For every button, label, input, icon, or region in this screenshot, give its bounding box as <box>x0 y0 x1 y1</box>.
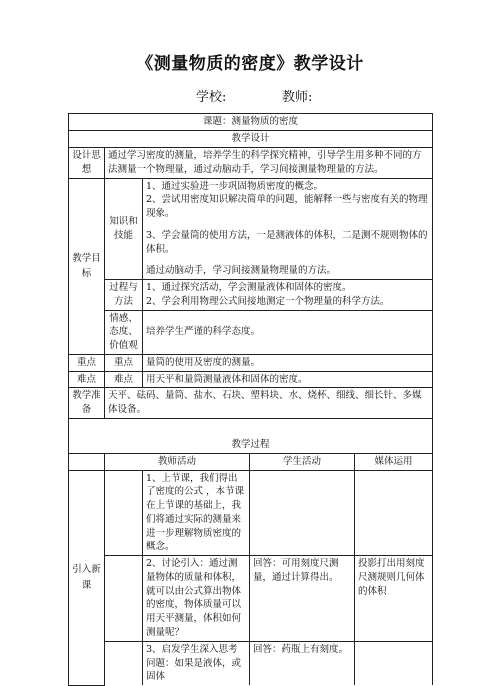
emotion-text: 培养学生严谨的科学态度。 <box>143 310 433 354</box>
difficulty-sub: 难点 <box>105 371 143 388</box>
student-activity-2: 回答：可用刻度尺测量，通过计算得出。 <box>250 556 355 642</box>
goals-label: 教学目标 <box>69 178 105 354</box>
teacher-activity-1: 1、上节课，我们得出了密度的公式 ，本节课在上节课的基础上，我们将通过实际的测量来进一步理解物质密度的概念。 <box>143 470 250 556</box>
process-item: 2、学会利用物理公式间接地测定一个物理量的科学方法。 <box>146 295 390 307</box>
teacher-activity-3: 3、启发学生深入思考问题：如果是液体，或固体 <box>143 641 250 685</box>
column-teacher-activity: 教师活动 <box>105 453 250 470</box>
preparation-label: 教学准备 <box>69 388 105 419</box>
preparation-text: 天平、砝码、量筒、盐水、石块、塑料块、水、烧杯、细线、细长针、多媒体设备。 <box>105 388 433 419</box>
design-idea-text: 通过学习密度的测量，培养学生的科学探究精神，引导学生用多种不同的方法测量一个物理量，通过动脑动手，学习间接测量物理量的方法。 <box>105 147 433 178</box>
design-idea-label: 设计思想 <box>69 147 105 178</box>
emotion-label: 情感、态度、价值观 <box>105 310 143 354</box>
difficulty-label: 难点 <box>69 371 105 388</box>
student-activity-3: 回答：药瓶上有刻度。 <box>250 641 355 685</box>
process-method-content <box>143 280 433 311</box>
column-media-use: 媒体运用 <box>355 453 433 470</box>
key-point-sub: 重点 <box>105 354 143 371</box>
process-item: 1、通过探究活动，学会测量液体和固体的密度。 <box>146 282 352 294</box>
school-label: 学校: <box>196 90 227 105</box>
lesson-plan-table <box>68 113 433 686</box>
difficulty-text: 用天平和量筒测量液体和固体的密度。 <box>143 371 433 388</box>
knowledge-item: 1、通过实验进一步巩固物质密度的概念。 <box>146 180 324 192</box>
teacher-activity-2: 2、讨论引入：通过测量物体的质量和体积，就可以由公式算出物体的密度，物体质量可以用天平测量，体积如何测量呢？ <box>143 556 250 642</box>
knowledge-content <box>143 178 433 280</box>
knowledge-item: 2、尝试用密度知识解决简单的问题，能解释一些与密度有关的物理现象。 <box>146 194 428 220</box>
process-method-label: 过程与方法 <box>105 280 143 311</box>
intro-label: 引入新课 <box>69 470 105 685</box>
teacher-label: 教师: <box>282 90 313 105</box>
column-student-activity: 学生活动 <box>250 453 355 470</box>
key-point-label: 重点 <box>69 354 105 371</box>
knowledge-item: 3、学会量筒的使用方法，一是测液体的体积，二是测不规则物体的体积。 <box>146 229 428 255</box>
process-title: 教学过程 <box>69 437 433 453</box>
topic-cell: 课题：测量物质的密度 <box>69 114 433 131</box>
section-design-header: 教学设计 <box>69 130 433 147</box>
media-use-3 <box>355 641 433 685</box>
media-use-1 <box>355 470 433 556</box>
media-use-2: 投影打出用刻度尺测规则几何体的体积 <box>355 556 433 642</box>
knowledge-item: 通过动脑动手，学习间接测量物理量的方法。 <box>146 265 337 277</box>
student-activity-1 <box>250 470 355 556</box>
knowledge-label: 知识和技能 <box>105 178 143 280</box>
document-title: 《测量物质的密度》教学设计 <box>136 54 364 74</box>
key-point-text: 量筒的使用及密度的测量。 <box>143 354 433 371</box>
